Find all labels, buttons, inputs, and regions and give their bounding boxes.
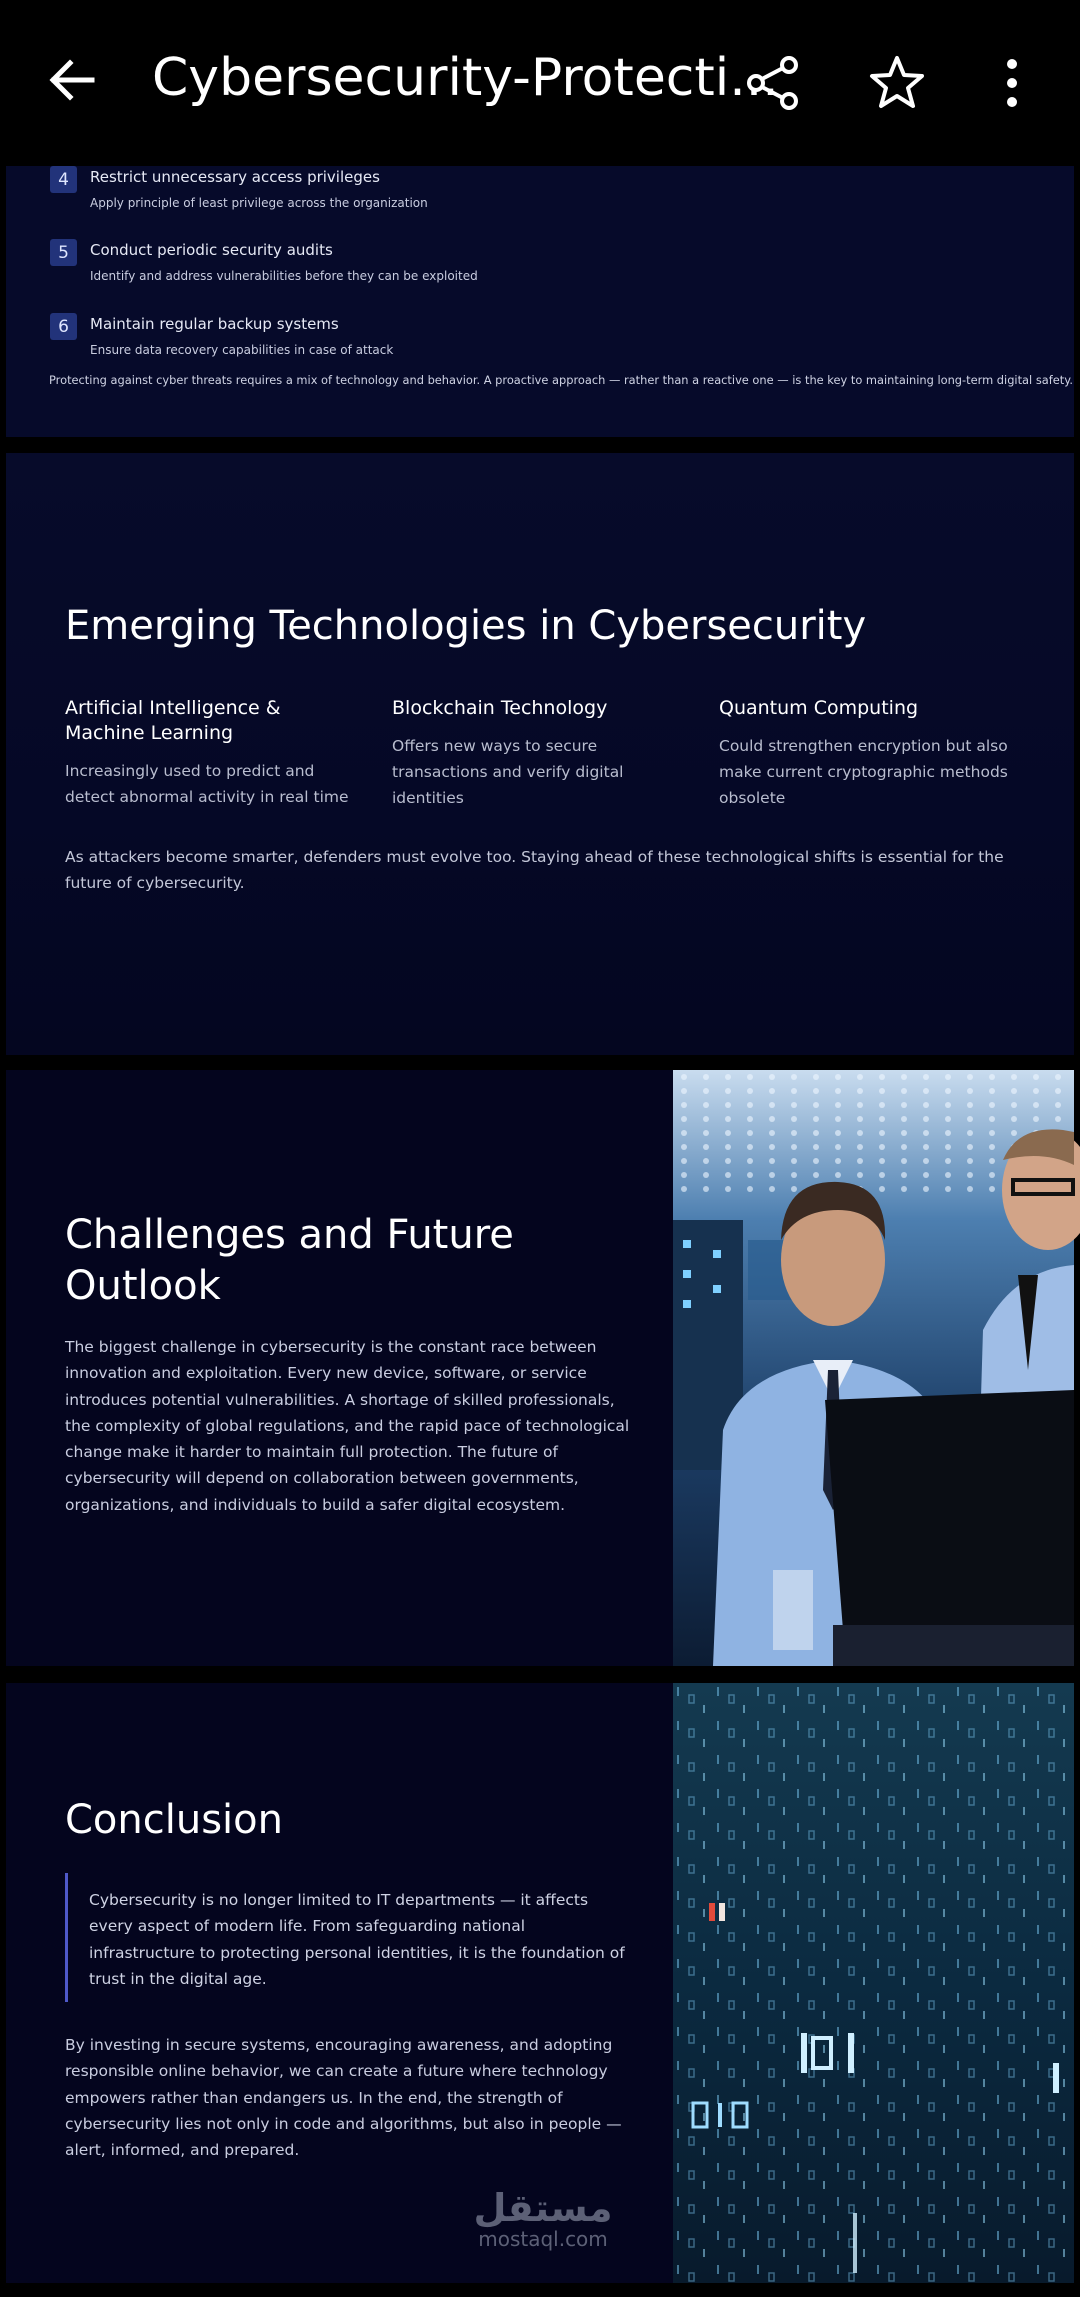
document-title: Cybersecurity-Protecti... bbox=[152, 48, 779, 108]
slide-security-practices bbox=[6, 166, 1074, 437]
step-item bbox=[50, 241, 478, 283]
step-subtitle: Apply principle of least privilege across the organization bbox=[90, 196, 428, 210]
quote-text: Cybersecurity is no longer limited to IT departments — it affects every aspect of modern life. From safeguarding national infrastructure to protecting personal identities, it is the foundation of trust in the digital age. bbox=[89, 1891, 625, 1988]
back-arrow-icon[interactable] bbox=[44, 52, 100, 108]
step-title: Maintain regular backup systems bbox=[90, 315, 339, 333]
technology-column bbox=[392, 696, 692, 811]
technology-description: Offers new ways to secure transactions and verify digital identities bbox=[392, 737, 624, 807]
more-vert-icon[interactable] bbox=[1000, 58, 1024, 108]
technology-description: Could strengthen encryption but also make current cryptographic methods obsolete bbox=[719, 737, 1008, 807]
technology-column bbox=[65, 696, 365, 810]
slide-body-text: The biggest challenge in cybersecurity is the constant race between innovation and exploitation. Every new device, software, or service introduces potential vulnerabilities. A shortage of skilled professionals, the complexity of global regulations, and the rapid pace of technological change make it harder to maintain full protection. The future of cybersecurity will depend on collaboration between governments, organizations, and individuals to build a safer digital ecosystem. bbox=[65, 1338, 630, 1514]
watermark-latin: mostaql.com bbox=[478, 2227, 608, 2251]
slide-challenges bbox=[6, 1070, 1074, 1666]
app-bar bbox=[0, 0, 1080, 166]
technology-title: Blockchain Technology bbox=[392, 697, 608, 719]
star-icon[interactable] bbox=[868, 54, 926, 112]
conclusion-quote bbox=[65, 1873, 625, 2002]
step-title: Restrict unnecessary access privileges bbox=[90, 168, 380, 186]
step-title: Conduct periodic security audits bbox=[90, 241, 333, 259]
step-number-badge: 4 bbox=[50, 166, 77, 193]
step-number-badge: 5 bbox=[50, 239, 77, 266]
step-item bbox=[50, 315, 393, 357]
technology-title: Quantum Computing bbox=[719, 697, 919, 719]
technology-description: Increasingly used to predict and detect abnormal activity in real time bbox=[65, 762, 349, 806]
slide-closing-text: As attackers become smarter, defenders must evolve too. Staying ahead of these technological shifts is essential for the future of cybersecurity. bbox=[65, 848, 1004, 892]
slide-heading: Emerging Technologies in Cybersecurity bbox=[65, 603, 867, 649]
slide-note: Protecting against cyber threats requires a mix of technology and behavior. A proactive approach — rather than a reactive one — is the key to maintaining long-term digital safety. bbox=[49, 373, 1073, 387]
slide-heading: Conclusion bbox=[65, 1797, 283, 1843]
engineers-photo bbox=[673, 1070, 1074, 1666]
slide-emerging-technologies bbox=[6, 453, 1074, 1055]
slide-body-text: By investing in secure systems, encouraging awareness, and adopting responsible online behavior, we can create a future where technology empowers rather than endangers us. In the end, the strength of cybersecurity lies not only in code and algorithms, but also in people — alert, informed, and prepared. bbox=[65, 2036, 622, 2160]
step-subtitle: Ensure data recovery capabilities in case of attack bbox=[90, 343, 394, 357]
technology-title: Artificial Intelligence & Machine Learning bbox=[65, 697, 281, 744]
share-icon[interactable] bbox=[746, 56, 800, 110]
mostaql-watermark bbox=[473, 2188, 613, 2250]
step-subtitle: Identify and address vulnerabilities before they can be exploited bbox=[90, 269, 478, 283]
watermark-arabic: مستقل bbox=[473, 2186, 613, 2230]
step-number-badge: 6 bbox=[50, 313, 77, 340]
technology-column bbox=[719, 696, 1019, 811]
slide-heading: Challenges and Future Outlook bbox=[65, 1212, 514, 1309]
step-item bbox=[50, 168, 428, 210]
digital-code-image bbox=[673, 1683, 1074, 2283]
slide-conclusion bbox=[6, 1683, 1074, 2283]
